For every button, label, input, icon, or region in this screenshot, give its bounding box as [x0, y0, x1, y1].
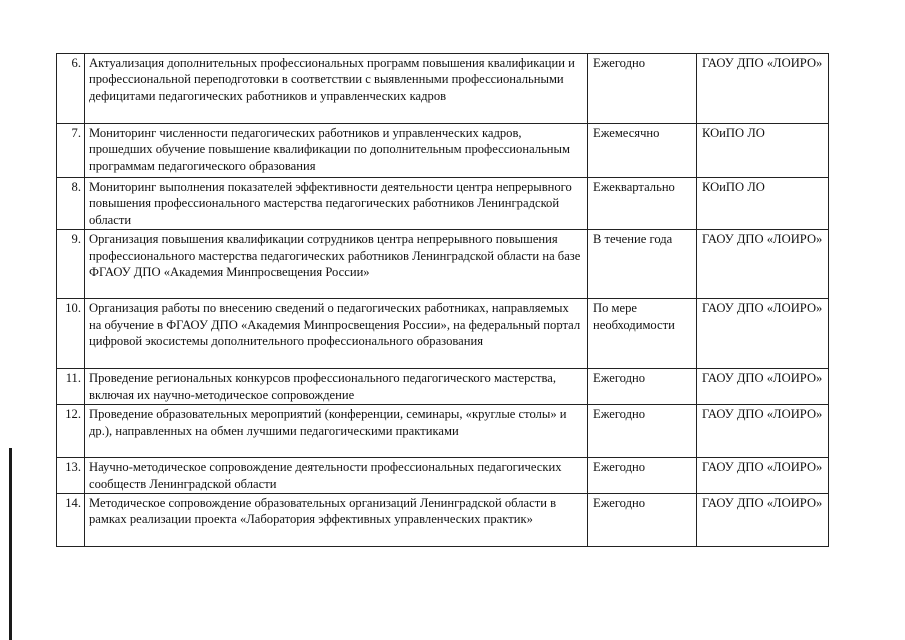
- row-description: Мониторинг численности педагогических работников и управленческих кадров, прошедших обучение повышение квалификации по дополнительным профессиональным программам педагогического образования: [85, 124, 588, 178]
- row-description: Проведение региональных конкурсов профессионального педагогического мастерства, включая их научно-методическое сопровождение: [85, 369, 588, 405]
- row-responsible: ГАОУ ДПО «ЛОИРО»: [697, 54, 829, 124]
- scan-edge-mark: [9, 448, 12, 640]
- row-description: Проведение образовательных мероприятий (конференции, семинары, «круглые столы» и др.), направленных на обмен лучшими педагогическими практиками: [85, 405, 588, 458]
- table-row: [57, 369, 829, 405]
- row-number: 7.: [57, 124, 85, 178]
- table-row: [57, 405, 829, 458]
- row-number: 8.: [57, 178, 85, 230]
- row-period: По мере необходимости: [588, 299, 697, 369]
- table-row: [57, 494, 829, 547]
- row-number: 11.: [57, 369, 85, 405]
- row-description: Актуализация дополнительных профессиональных программ повышения квалификации и профессиональной переподготовки в соответствии с выявленными профессиональными дефицитами педагогических работников и управленческих кадров: [85, 54, 588, 124]
- row-description: Научно-методическое сопровождение деятельности профессиональных педагогических сообществ Ленинградской области: [85, 458, 588, 494]
- row-responsible: КОиПО ЛО: [697, 124, 829, 178]
- row-period: Ежегодно: [588, 54, 697, 124]
- row-responsible: ГАОУ ДПО «ЛОИРО»: [697, 494, 829, 547]
- table-row: [57, 124, 829, 178]
- row-number: 12.: [57, 405, 85, 458]
- row-description: Организация повышения квалификации сотрудников центра непрерывного повышения профессионального мастерства педагогических работников Ленинградской области на базе ФГАОУ ДПО «Академия Минпросвещения России»: [85, 230, 588, 299]
- table-row: [57, 230, 829, 299]
- row-number: 14.: [57, 494, 85, 547]
- row-period: Ежегодно: [588, 369, 697, 405]
- row-description: Организация работы по внесению сведений о педагогических работниках, направляемых на обучение в ФГАОУ ДПО «Академия Минпросвещения России», на федеральный портал цифровой экосистемы дополнительного профессионального образования: [85, 299, 588, 369]
- row-number: 9.: [57, 230, 85, 299]
- row-responsible: ГАОУ ДПО «ЛОИРО»: [697, 299, 829, 369]
- table-row: [57, 54, 829, 124]
- plan-table: [56, 53, 829, 547]
- row-number: 6.: [57, 54, 85, 124]
- row-number: 10.: [57, 299, 85, 369]
- table-row: [57, 458, 829, 494]
- table-row: [57, 299, 829, 369]
- row-period: Ежегодно: [588, 405, 697, 458]
- row-description: Методическое сопровождение образовательных организаций Ленинградской области в рамках реализации проекта «Лаборатория эффективных управленческих практик»: [85, 494, 588, 547]
- row-period: Ежеквартально: [588, 178, 697, 230]
- row-responsible: ГАОУ ДПО «ЛОИРО»: [697, 230, 829, 299]
- row-period: Ежемесячно: [588, 124, 697, 178]
- row-number: 13.: [57, 458, 85, 494]
- row-period: Ежегодно: [588, 494, 697, 547]
- row-responsible: КОиПО ЛО: [697, 178, 829, 230]
- row-period: Ежегодно: [588, 458, 697, 494]
- row-responsible: ГАОУ ДПО «ЛОИРО»: [697, 369, 829, 405]
- row-period: В течение года: [588, 230, 697, 299]
- row-responsible: ГАОУ ДПО «ЛОИРО»: [697, 405, 829, 458]
- row-responsible: ГАОУ ДПО «ЛОИРО»: [697, 458, 829, 494]
- table-row: [57, 178, 829, 230]
- row-description: Мониторинг выполнения показателей эффективности деятельности центра непрерывного повышения профессионального мастерства педагогических работников Ленинградской области: [85, 178, 588, 230]
